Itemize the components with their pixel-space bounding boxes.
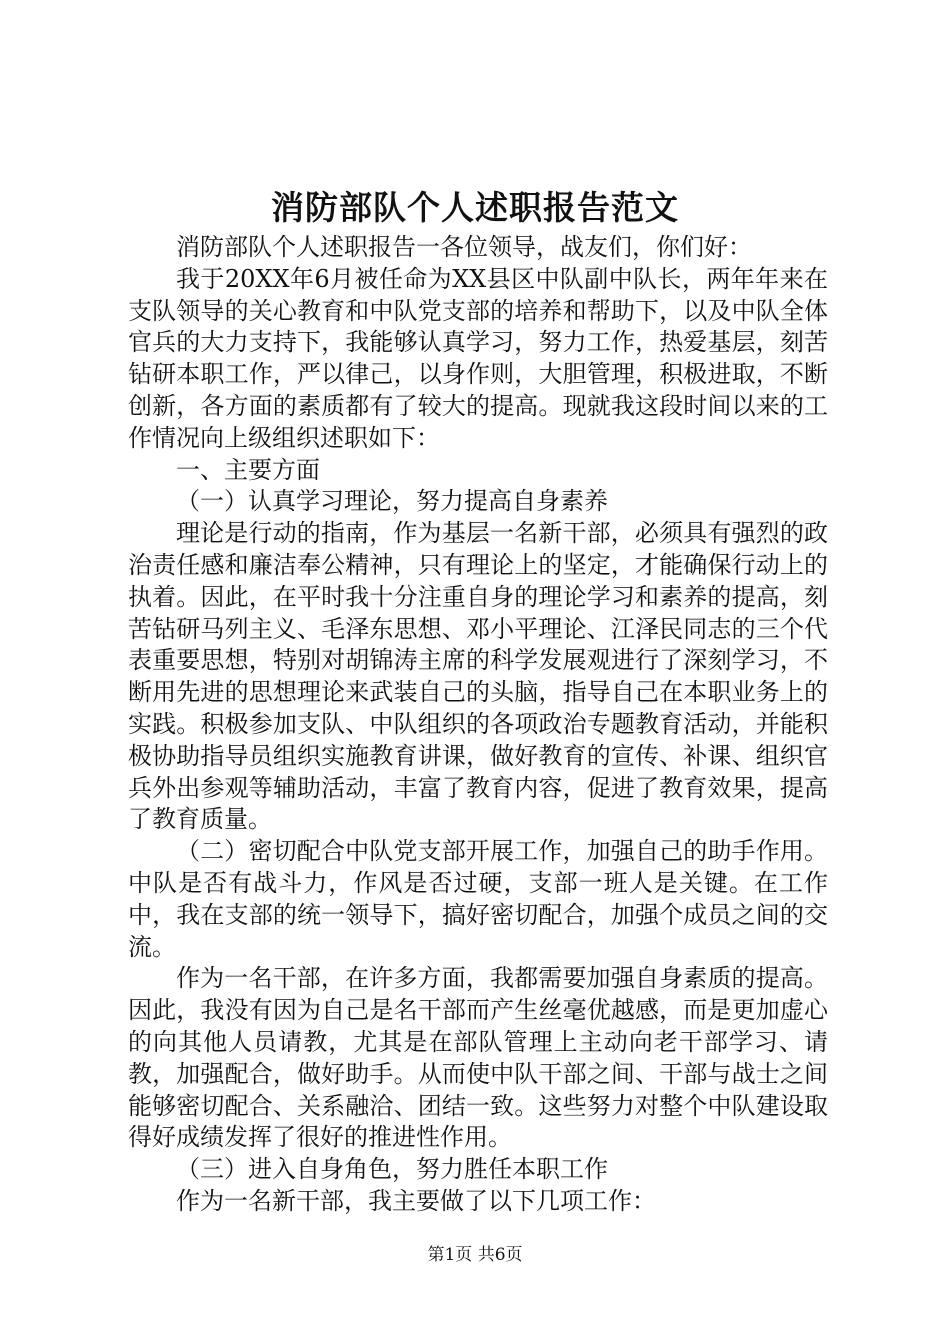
- paragraph-cadre: 作为一名干部，在许多方面，我都需要加强自身素质的提高。因此，我没有因为自己是名干部而产生丝毫优越感，而是更加虚心的向其他人员请教，尤其是在部队管理上主动向老干部学习、请教，加强配合，做好助手。从而使中队干部之间、干部与战士之间能够密切配合、关系融洽、团结一致。这些努力对整个中队建设取得好成绩发挥了很好的推进性作用。: [128, 964, 828, 1152]
- paragraph-theory: 理论是行动的指南，作为基层一名新干部，必须具有强烈的政治责任感和廉洁奉公精神，只有理论上的坚定，才能确保行动上的执着。因此，在平时我十分注重自身的理论学习和素养的提高，刻苦钻研马列主义、毛泽东思想、邓小平理论、江泽民同志的三个代表重要思想，特别对胡锦涛主席的科学发展观进行了深刻学习，不断用先进的思想理论来武装自己的头脑，指导自己在本职业务上的实践。积极参加支队、中队组织的各项政治专题教育活动，并能积极协助指导员组织实施教育讲课，做好教育的宣传、补课、组织官兵外出参观等辅助活动，丰富了教育内容，促进了教育效果，提高了教育质量。: [128, 519, 828, 834]
- page-footer: 第1页 共6页: [427, 1245, 523, 1265]
- heading-section-1: （一）认真学习理论，努力提高自身素养: [176, 487, 608, 516]
- heading-section-3: （三）进入自身角色，努力胜任本职工作: [176, 1155, 608, 1184]
- document-body: [128, 232, 828, 1218]
- paragraph-intro: 我于20XX年6月被任命为XX县区中队副中队长，两年年来在支队领导的关心教育和中队党支部的培养和帮助下，以及中队全体官兵的大力支持下，我能够认真学习，努力工作，热爱基层，刻苦钻研本职工作，严以律己，以身作则，大胆管理，积极进取，不断创新，各方面的素质都有了较大的提高。现就我这段时间以来的工作情况向上级组织述职如下：: [128, 264, 828, 452]
- paragraph-section-2: （二）密切配合中队党支部开展工作，加强自己的助手作用。中队是否有战斗力，作风是否过硬，支部一班人是关键。在工作中，我在支部的统一领导下，搞好密切配合，加强个成员之间的交流。: [128, 837, 828, 961]
- paragraph-work-items: 作为一名新干部，我主要做了以下几项工作：: [176, 1186, 656, 1215]
- heading-main-aspects: 一、主要方面: [176, 455, 320, 484]
- document-title: 消防部队个人述职报告范文: [271, 188, 679, 227]
- paragraph-greeting: 消防部队个人述职报告一各位领导，战友们，你们好：: [176, 233, 752, 261]
